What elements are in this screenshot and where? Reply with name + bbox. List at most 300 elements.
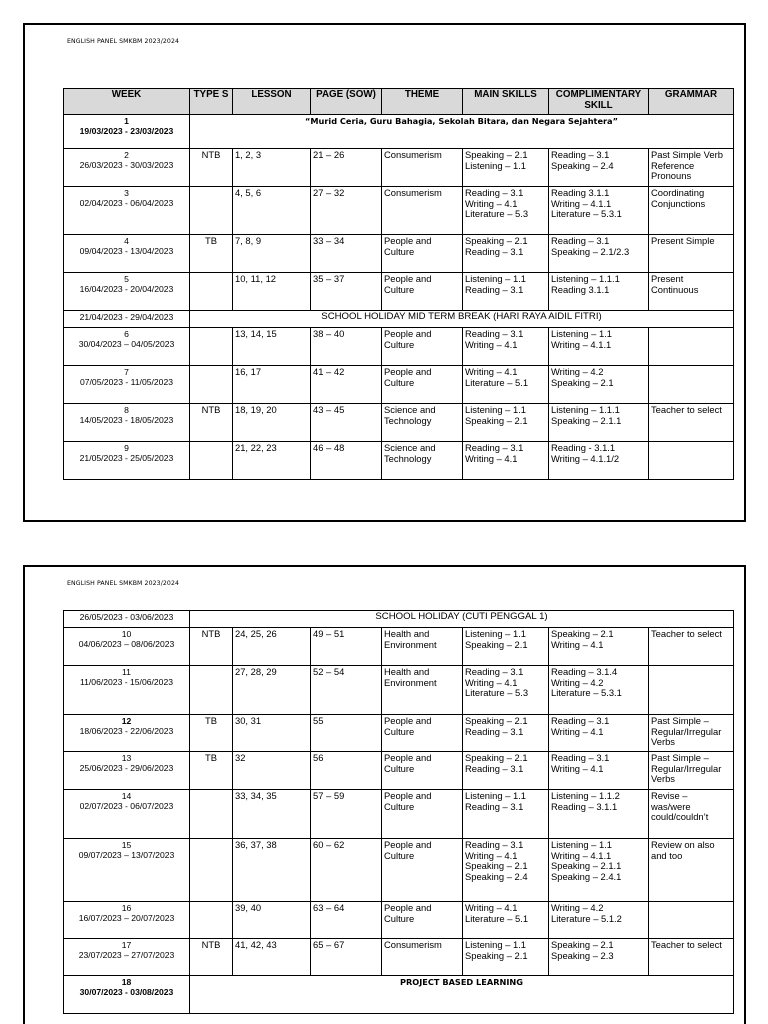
week-number: 2: [124, 150, 129, 160]
grammar-line: Present: [651, 273, 684, 284]
week-cell: [64, 366, 190, 404]
page-cell: 56: [311, 752, 382, 790]
week-cell: [64, 752, 190, 790]
type-cell: [190, 902, 233, 939]
header-page: PAGE (SOW): [311, 89, 382, 115]
complimentary-skill-line: Literature – 5.1.2: [551, 912, 622, 924]
main-skill-line: Reading – 3.1: [465, 187, 524, 198]
week-dates: 09/07/2023 – 13/07/2023: [78, 850, 175, 860]
grammar-cell: [649, 273, 734, 311]
page-cell: 21 – 26: [311, 149, 382, 187]
complimentary-skill-line: Writing – 4.1.1: [551, 197, 612, 209]
page-cell: 43 – 45: [311, 404, 382, 442]
main-skill-cell: [463, 442, 549, 480]
page-cell: 57 – 59: [311, 790, 382, 839]
banner-cell: “Murid Ceria, Guru Bahagia, Sekolah Bitara, dan Negara Sejahtera”: [190, 115, 734, 149]
main-skill-cell: [463, 273, 549, 311]
grammar-cell: [649, 187, 734, 235]
table-header-row: [64, 89, 734, 115]
scheme-of-work-table: [63, 88, 734, 480]
complimentary-skill-line: Writing – 4.1.1: [551, 338, 612, 350]
lesson-cell: 16, 17: [233, 366, 311, 404]
grammar-cell: [649, 666, 734, 715]
theme-cell: Science and Technology: [382, 442, 463, 480]
main-skill-line: Listening – 1.1: [465, 790, 526, 801]
complimentary-skill-cell: [549, 790, 649, 839]
theme-cell: People and Culture: [382, 839, 463, 902]
complimentary-skill-line: Literature – 5.3.1: [551, 687, 622, 699]
complimentary-skill-line: Speaking – 2.1: [551, 376, 614, 388]
page-cell: 33 – 34: [311, 235, 382, 273]
complimentary-skill-line: Writing – 4.1.1: [551, 849, 612, 861]
week-number: 5: [124, 274, 129, 284]
main-skill-line: Speaking – 2.1: [465, 860, 528, 872]
page-cell: 55: [311, 715, 382, 752]
main-skill-line: Literature – 5.1: [465, 912, 529, 924]
week-cell: [64, 311, 190, 328]
week-dates: 21/05/2023 - 25/05/2023: [79, 453, 174, 463]
grammar-line: Review on also: [651, 839, 715, 850]
panel-title: ENGLISH PANEL SMKBM 2023/2024: [67, 38, 180, 45]
week-cell: [64, 187, 190, 235]
complimentary-skill-line: Reading – 3.1: [551, 752, 610, 763]
week-dates: 30/04/2023 – 04/05/2023: [78, 339, 175, 349]
complimentary-skill-cell: [549, 235, 649, 273]
complimentary-skill-cell: [549, 839, 649, 902]
main-skill-line: Speaking – 2.4: [465, 870, 528, 882]
header-types: TYPE S: [190, 89, 233, 115]
table-row: [64, 442, 734, 480]
week-number: 9: [124, 443, 129, 453]
complimentary-skill-line: Listening – 1.1.1: [551, 404, 620, 415]
week-cell: [64, 273, 190, 311]
week-number: 8: [124, 405, 129, 415]
complimentary-skill-line: Reading 3.1.1: [551, 283, 610, 295]
main-skill-line: Writing – 4.1: [465, 676, 518, 688]
main-skill-line: Speaking – 2.1: [465, 235, 528, 246]
complimentary-skill-cell: [549, 752, 649, 790]
type-cell: [190, 328, 233, 366]
table-row: [64, 666, 734, 715]
main-skill-line: Reading – 3.1: [465, 666, 524, 677]
type-cell: NTB: [190, 404, 233, 442]
complimentary-skill-line: Reading - 3.1.1: [551, 442, 616, 453]
complimentary-skill-line: Reading – 3.1.1: [551, 800, 618, 812]
header-week: WEEK: [64, 89, 190, 115]
week-number: 7: [124, 367, 129, 377]
complimentary-skill-cell: [549, 187, 649, 235]
main-skill-cell: [463, 187, 549, 235]
week-number: 17: [121, 940, 132, 950]
main-skill-line: Writing – 4.1: [465, 849, 518, 861]
week-cell: [64, 790, 190, 839]
complimentary-skill-line: Literature – 5.3.1: [551, 208, 622, 220]
theme-cell: Consumerism: [382, 939, 463, 976]
complimentary-skill-line: Writing – 4.1: [551, 725, 604, 737]
grammar-cell: [649, 752, 734, 790]
complimentary-skill-line: Listening – 1.1: [551, 839, 612, 850]
grammar-line: Reference: [651, 159, 695, 171]
main-skill-line: Reading – 3.1: [465, 725, 524, 737]
grammar-cell: [649, 902, 734, 939]
week-number: 10: [121, 629, 132, 639]
table-row: [64, 752, 734, 790]
main-skill-line: Reading – 3.1: [465, 762, 524, 774]
week-cell: [64, 149, 190, 187]
week-cell: [64, 976, 190, 1014]
table-row: [64, 328, 734, 366]
lesson-cell: 36, 37, 38: [233, 839, 311, 902]
main-skill-cell: [463, 149, 549, 187]
grammar-cell: [649, 235, 734, 273]
week-cell: [64, 235, 190, 273]
complimentary-skill-cell: [549, 628, 649, 666]
type-cell: [190, 187, 233, 235]
grammar-line: Past Simple –: [651, 715, 709, 726]
lesson-cell: 7, 8, 9: [233, 235, 311, 273]
type-cell: [190, 273, 233, 311]
lesson-cell: 41, 42, 43: [233, 939, 311, 976]
lesson-cell: 13, 14, 15: [233, 328, 311, 366]
type-cell: NTB: [190, 939, 233, 976]
week-dates: 07/05/2023 - 11/05/2023: [79, 377, 174, 387]
main-skill-line: Speaking – 2.1: [465, 752, 528, 763]
complimentary-skill-line: Speaking – 2.1.1: [551, 860, 622, 872]
lesson-cell: 33, 34, 35: [233, 790, 311, 839]
page-cell: 65 – 67: [311, 939, 382, 976]
grammar-line: Verbs: [651, 736, 675, 748]
complimentary-skill-line: Writing – 4.2: [551, 902, 604, 913]
table-row: [64, 976, 734, 1014]
page-cell: 27 – 32: [311, 187, 382, 235]
lesson-cell: 4, 5, 6: [233, 187, 311, 235]
main-skill-line: Writing – 4.1: [465, 366, 518, 377]
grammar-cell: [649, 404, 734, 442]
week-dates: 30/07/2023 - 03/08/2023: [79, 987, 174, 997]
table-row: [64, 366, 734, 404]
complimentary-skill-cell: [549, 273, 649, 311]
week-dates: 19/03/2023 - 23/03/2023: [79, 126, 174, 136]
complimentary-skill-cell: [549, 939, 649, 976]
grammar-line: Teacher to select: [651, 628, 722, 639]
complimentary-skill-cell: [549, 902, 649, 939]
week-cell: [64, 902, 190, 939]
lesson-cell: 39, 40: [233, 902, 311, 939]
week-dates: 16/04/2023 - 20/04/2023: [79, 284, 174, 294]
main-skill-line: Speaking – 2.1: [465, 949, 528, 961]
main-skill-line: Speaking – 2.1: [465, 149, 528, 160]
complimentary-skill-line: Reading – 3.1.4: [551, 666, 618, 677]
complimentary-skill-line: Writing – 4.1: [551, 638, 604, 650]
main-skill-line: Speaking – 2.1: [465, 414, 528, 426]
table-row: [64, 902, 734, 939]
grammar-line: could/couldn’t: [651, 811, 709, 823]
complimentary-skill-cell: [549, 404, 649, 442]
week-cell: [64, 115, 190, 149]
week-number: 18: [121, 977, 132, 987]
lesson-cell: 1, 2, 3: [233, 149, 311, 187]
grammar-cell: [649, 328, 734, 366]
banner-cell: PROJECT BASED LEARNING: [190, 976, 734, 1014]
week-dates: 23/07/2023 – 27/07/2023: [78, 950, 175, 960]
table-row: [64, 149, 734, 187]
type-cell: NTB: [190, 149, 233, 187]
page-cell: 35 – 37: [311, 273, 382, 311]
grammar-line: Teacher to select: [651, 939, 722, 950]
complimentary-skill-line: Listening – 1.1.1: [551, 273, 620, 284]
complimentary-skill-line: Speaking – 2.1: [551, 628, 614, 639]
table-row: [64, 311, 734, 328]
table-row: [64, 839, 734, 902]
page-cell: 63 – 64: [311, 902, 382, 939]
type-cell: NTB: [190, 628, 233, 666]
grammar-cell: [649, 715, 734, 752]
week-dates: 26/05/2023 - 03/06/2023: [79, 612, 174, 622]
week-cell: [64, 839, 190, 902]
type-cell: TB: [190, 235, 233, 273]
document-page-1: [23, 23, 746, 522]
week-number: 3: [124, 188, 129, 198]
week-dates: 09/04/2023 - 13/04/2023: [79, 246, 174, 256]
complimentary-skill-cell: [549, 366, 649, 404]
main-skill-line: Literature – 5.1: [465, 376, 529, 388]
grammar-line: Teacher to select: [651, 404, 722, 415]
main-skill-cell: [463, 902, 549, 939]
grammar-cell: [649, 839, 734, 902]
lesson-cell: 10, 11, 12: [233, 273, 311, 311]
theme-cell: People and Culture: [382, 902, 463, 939]
main-skill-line: Literature – 5.3: [465, 687, 529, 699]
week-number: 14: [121, 791, 132, 801]
main-skill-line: Listening – 1.1: [465, 273, 526, 284]
table-row: [64, 611, 734, 628]
complimentary-skill-cell: [549, 715, 649, 752]
grammar-line: Past Simple Verb: [651, 149, 723, 160]
main-skill-line: Listening – 1.1: [465, 159, 526, 171]
page-cell: 52 – 54: [311, 666, 382, 715]
main-skill-line: Reading – 3.1: [465, 442, 524, 453]
type-cell: TB: [190, 715, 233, 752]
complimentary-skill-cell: [549, 328, 649, 366]
main-skill-line: Writing – 4.1: [465, 452, 518, 464]
lesson-cell: 18, 19, 20: [233, 404, 311, 442]
grammar-cell: [649, 628, 734, 666]
main-skill-line: Speaking – 2.1: [465, 715, 528, 726]
theme-cell: Consumerism: [382, 187, 463, 235]
lesson-cell: 27, 28, 29: [233, 666, 311, 715]
grammar-cell: [649, 790, 734, 839]
table-row: [64, 187, 734, 235]
grammar-line: was/were: [651, 800, 691, 812]
theme-cell: Consumerism: [382, 149, 463, 187]
theme-cell: People and Culture: [382, 790, 463, 839]
table-row: [64, 404, 734, 442]
complimentary-skill-line: Speaking – 2.1: [551, 939, 614, 950]
complimentary-skill-line: Writing – 4.2: [551, 676, 604, 688]
lesson-cell: 30, 31: [233, 715, 311, 752]
complimentary-skill-line: Reading 3.1.1: [551, 187, 610, 198]
main-skill-cell: [463, 790, 549, 839]
main-skill-line: Listening – 1.1: [465, 628, 526, 639]
header-complimentary-skill: COMPLIMENTARY SKILL: [549, 89, 649, 115]
main-skill-line: Writing – 4.1: [465, 902, 518, 913]
type-cell: TB: [190, 752, 233, 790]
page-cell: 41 – 42: [311, 366, 382, 404]
week-number: 11: [122, 667, 131, 677]
theme-cell: People and Culture: [382, 715, 463, 752]
week-cell: [64, 715, 190, 752]
main-skill-line: Reading – 3.1: [465, 283, 524, 295]
week-dates: 18/06/2023 - 22/06/2023: [79, 726, 174, 736]
complimentary-skill-line: Speaking – 2.3: [551, 949, 614, 961]
theme-cell: People and Culture: [382, 752, 463, 790]
week-dates: 16/07/2023 – 20/07/2023: [78, 913, 175, 923]
main-skill-line: Listening – 1.1: [465, 404, 526, 415]
grammar-line: Verbs: [651, 773, 675, 785]
main-skill-cell: [463, 404, 549, 442]
lesson-cell: 32: [233, 752, 311, 790]
panel-title: ENGLISH PANEL SMKBM 2023/2024: [67, 580, 180, 587]
grammar-line: Present Simple: [651, 235, 715, 246]
theme-cell: Science and Technology: [382, 404, 463, 442]
complimentary-skill-cell: [549, 442, 649, 480]
week-number: 4: [124, 236, 129, 246]
week-number: 13: [121, 753, 132, 763]
theme-cell: People and Culture: [382, 328, 463, 366]
table-row: [64, 790, 734, 839]
grammar-line: Revise –: [651, 790, 688, 801]
scheme-of-work-table: [63, 610, 734, 1014]
complimentary-skill-line: Speaking – 2.4: [551, 159, 614, 171]
main-skill-cell: [463, 939, 549, 976]
week-cell: [64, 666, 190, 715]
grammar-line: Regular/Irregular: [651, 762, 722, 774]
main-skill-cell: [463, 235, 549, 273]
grammar-cell: [649, 939, 734, 976]
week-cell: [64, 404, 190, 442]
grammar-cell: [649, 149, 734, 187]
main-skill-line: Speaking – 2.1: [465, 638, 528, 650]
type-cell: [190, 790, 233, 839]
complimentary-skill-line: Writing – 4.1: [551, 762, 604, 774]
header-lesson: LESSON: [233, 89, 311, 115]
banner-cell: SCHOOL HOLIDAY MID TERM BREAK (HARI RAYA AIDIL FITRI): [190, 311, 734, 328]
main-skill-line: Writing – 4.1: [465, 197, 518, 209]
grammar-line: and too: [651, 849, 683, 861]
week-dates: 21/04/2023 - 29/04/2023: [79, 312, 174, 322]
week-cell: [64, 442, 190, 480]
table-row: [64, 273, 734, 311]
lesson-cell: 21, 22, 23: [233, 442, 311, 480]
week-number: 1: [124, 116, 129, 126]
grammar-line: Coordinating: [651, 187, 705, 198]
type-cell: [190, 366, 233, 404]
week-dates: 25/06/2023 - 29/06/2023: [79, 763, 174, 773]
main-skill-line: Reading – 3.1: [465, 800, 524, 812]
week-dates: 04/06/2023 – 08/06/2023: [78, 639, 175, 649]
complimentary-skill-line: Reading – 3.1: [551, 149, 610, 160]
table-row: [64, 939, 734, 976]
week-number: 15: [121, 840, 132, 850]
complimentary-skill-line: Speaking – 2.1/2.3: [551, 245, 630, 257]
header-theme: THEME: [382, 89, 463, 115]
week-cell: [64, 939, 190, 976]
type-cell: [190, 839, 233, 902]
complimentary-skill-line: Listening – 1.1: [551, 328, 612, 339]
main-skill-cell: [463, 628, 549, 666]
theme-cell: Health and Environment: [382, 628, 463, 666]
theme-cell: People and Culture: [382, 366, 463, 404]
week-number: 12: [121, 716, 132, 726]
lesson-cell: 24, 25, 26: [233, 628, 311, 666]
grammar-cell: [649, 366, 734, 404]
week-dates: 26/03/2023 - 30/03/2023: [79, 160, 174, 170]
complimentary-skill-line: Writing – 4.1.1/2: [551, 452, 620, 464]
main-skill-cell: [463, 752, 549, 790]
grammar-line: Pronouns: [651, 170, 692, 182]
week-dates: 11/06/2023 - 15/06/2023: [79, 677, 174, 687]
page-cell: 60 – 62: [311, 839, 382, 902]
complimentary-skill-line: Speaking – 2.4.1: [551, 870, 622, 882]
grammar-line: Continuous: [651, 283, 699, 295]
main-skill-cell: [463, 715, 549, 752]
main-skill-line: Literature – 5.3: [465, 208, 529, 220]
main-skill-cell: [463, 366, 549, 404]
main-skill-cell: [463, 328, 549, 366]
complimentary-skill-cell: [549, 149, 649, 187]
week-dates: 02/07/2023 - 06/07/2023: [79, 801, 174, 811]
week-dates: 14/05/2023 - 18/05/2023: [79, 415, 174, 425]
main-skill-line: Reading – 3.1: [465, 839, 524, 850]
theme-cell: People and Culture: [382, 235, 463, 273]
complimentary-skill-line: Listening – 1.1.2: [551, 790, 620, 801]
complimentary-skill-cell: [549, 666, 649, 715]
main-skill-cell: [463, 839, 549, 902]
complimentary-skill-line: Reading – 3.1: [551, 715, 610, 726]
page-cell: 46 – 48: [311, 442, 382, 480]
main-skill-line: Writing – 4.1: [465, 338, 518, 350]
table-row: [64, 715, 734, 752]
complimentary-skill-line: Writing – 4.2: [551, 366, 604, 377]
week-number: 16: [121, 903, 132, 913]
table-row: [64, 628, 734, 666]
complimentary-skill-line: Speaking – 2.1.1: [551, 414, 622, 426]
grammar-cell: [649, 442, 734, 480]
document-page-2: [23, 565, 746, 1024]
week-number: 6: [124, 329, 129, 339]
table-row: [64, 115, 734, 149]
complimentary-skill-line: Reading – 3.1: [551, 235, 610, 246]
main-skill-cell: [463, 666, 549, 715]
week-cell: [64, 628, 190, 666]
page-cell: 49 – 51: [311, 628, 382, 666]
header-grammar: GRAMMAR: [649, 89, 734, 115]
grammar-line: Past Simple –: [651, 752, 709, 763]
theme-cell: Health and Environment: [382, 666, 463, 715]
type-cell: [190, 666, 233, 715]
page-cell: 38 – 40: [311, 328, 382, 366]
theme-cell: People and Culture: [382, 273, 463, 311]
grammar-line: Conjunctions: [651, 197, 706, 209]
header-main-skills: MAIN SKILLS: [463, 89, 549, 115]
main-skill-line: Reading – 3.1: [465, 328, 524, 339]
table-row: [64, 235, 734, 273]
grammar-line: Regular/Irregular: [651, 725, 722, 737]
main-skill-line: Reading – 3.1: [465, 245, 524, 257]
week-cell: [64, 328, 190, 366]
week-cell: [64, 611, 190, 628]
banner-cell: SCHOOL HOLIDAY (CUTI PENGGAL 1): [190, 611, 734, 628]
